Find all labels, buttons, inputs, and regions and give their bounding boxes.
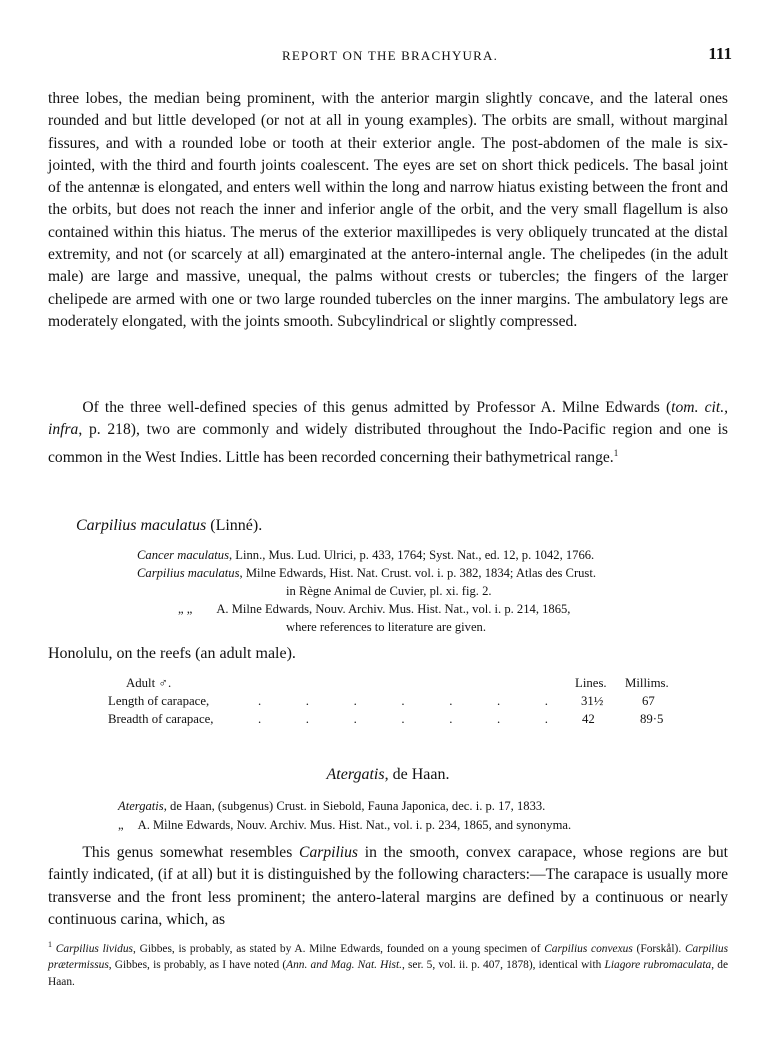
species-authority: (Linné). — [206, 517, 263, 534]
running-header — [48, 44, 732, 68]
col-header-millims: Millims. — [625, 676, 669, 690]
fn-journal: Ann. and Mag. Nat. Hist. — [286, 959, 402, 972]
p3-text-b: in the smooth, convex carapace, whose regions are but faintly indicated, (if at all) but it is distinguished by the following characters:—The carapace is usually more transverse and the front less prominent; the antero-lateral margins are defined by a continuous or nearly continuous carina, which, as — [48, 844, 728, 928]
running-title: REPORT ON THE BRACHYURA. — [281, 48, 499, 63]
ref-citation: A. Milne Edwards, Nouv. Archiv. Mus. Hist. Nat., vol. i. p. 214, 1865, — [216, 602, 571, 616]
measure-row-millims: 89·5 — [640, 712, 664, 726]
p2-text-a: Of the three well-defined species of this genus admitted by Professor A. Milne Edwards ( — [82, 399, 672, 416]
locality: Honolulu, on the reefs (an adult male). — [48, 645, 296, 662]
species-ref-5 — [286, 619, 486, 636]
leader-dots: . . . . . . . — [258, 694, 548, 708]
fn-taxon: Carpilius lividus — [55, 942, 133, 955]
fn-text: , ser. 5, vol. ii. p. 407, 1878), identical with — [401, 959, 605, 972]
fn-text: , Gibbes, is probably, as I have noted ( — [108, 959, 287, 972]
col-header-lines: Lines. — [575, 676, 607, 690]
footnote-ref-1: 1 — [613, 447, 619, 458]
genus-authority: , de Haan. — [384, 766, 450, 783]
species-ref-3 — [286, 583, 492, 600]
ref-taxon: Cancer maculatus — [137, 548, 229, 562]
ditto-marks: „ — [118, 818, 124, 832]
ref-citation: A. Milne Edwards, Nouv. Archiv. Mus. Hist. Nat., vol. i. p. 234, 1865, and synonyma. — [137, 818, 572, 832]
genus-heading — [0, 766, 776, 784]
measure-row-name: Breadth of carapace, — [108, 712, 214, 726]
p2-italic: tom. cit., infra — [48, 399, 728, 439]
p2-text-b: , p. 218), two are commonly and widely distributed throughout the Indo-Pacific region and one is common in the West Indies. Little has been recorded concerning their bathymetrical range. — [48, 421, 728, 466]
fn-text: (Forskål). — [632, 942, 685, 955]
intro-paragraph-2 — [48, 397, 728, 469]
fn-taxon: Liagore rubromaculata — [604, 959, 712, 972]
intro-paragraph-1: three lobes, the median being prominent, with the anterior margin slightly concave, and the lateral ones rounded and but little developed (or not at all in young examples). The orbits are small, without marginal fissures, and with a rounded lobe or tooth at their exterior angle. The post-abdomen of the male is six-jointed, with the third and fourth joints coalescent. The eyes are set on short thick pedicels. The basal joint of the antennæ is elongated, and enters well within the long and narrow hiatus existing between the front and the orbits, but does not reach the inner and inferior angle of the orbit, and the very small flagellum is also contained within this hiatus. The merus of the exterior maxillipedes is very obliquely truncated at the distal extremity, and not (or scarcely at all) emarginated at the antero-internal angle. The chelipedes (in the adult male) are large and massive, unequal, the palms without crests or tubercles; the fingers of the larger chelipede are armed with one or two large rounded tubercles on the inner margins. The ambulatory legs are moderately elongated, with the joints smooth. Subcylindrical or slightly compressed. — [48, 90, 728, 330]
ref-citation: , Linn., Mus. Lud. Ulrici, p. 433, 1764; Syst. Nat., ed. 12, p. 1042, 1766. — [229, 548, 595, 562]
measure-row-lines: 42 — [582, 712, 595, 726]
ref-citation: where references to literature are given. — [286, 620, 486, 634]
footnote-mark: 1 — [48, 940, 52, 949]
measure-row-name: Length of carapace, — [108, 694, 210, 708]
genus-ref-1 — [118, 798, 545, 815]
ref-citation: , de Haan, (subgenus) Crust. in Siebold, Fauna Japonica, dec. i. p. 17, 1833. — [163, 799, 546, 813]
fn-taxon: Carpilius convexus — [544, 942, 633, 955]
measure-row-lines: 31½ — [581, 694, 604, 708]
fn-text: , de Haan. — [48, 959, 729, 988]
ref-citation: in Règne Animal de Cuvier, pl. xi. fig. 2. — [286, 584, 492, 598]
ref-taxon: Carpilius maculatus — [137, 566, 240, 580]
species-name: Carpilius maculatus — [76, 517, 207, 534]
ref-citation: , Milne Edwards, Hist. Nat. Crust. vol. i. p. 382, 1834; Atlas des Crust. — [239, 566, 596, 580]
page-number: 111 — [708, 44, 732, 63]
measure-label: Adult ♂. — [126, 676, 172, 690]
ref-taxon: Atergatis — [118, 799, 164, 813]
leader-dots: . . . . . . . — [258, 712, 548, 726]
footnote — [48, 937, 728, 990]
species-heading — [76, 517, 262, 535]
fn-taxon: Carpilius prætermissus — [48, 942, 728, 972]
ditto-marks: „ „ — [178, 602, 193, 616]
genus-paragraph — [48, 842, 728, 931]
p3-text-a: This genus somewhat resembles — [82, 844, 300, 861]
genus-ref-2 — [118, 817, 571, 834]
p3-italic: Carpilius — [299, 844, 358, 861]
species-ref-1 — [137, 547, 594, 564]
species-ref-2 — [137, 565, 596, 582]
genus-name: Atergatis — [326, 766, 385, 783]
measure-row-millims: 67 — [642, 694, 655, 708]
fn-text: , Gibbes, is probably, as stated by A. Milne Edwards, founded on a young specimen of — [132, 942, 545, 955]
species-ref-4 — [178, 601, 570, 618]
